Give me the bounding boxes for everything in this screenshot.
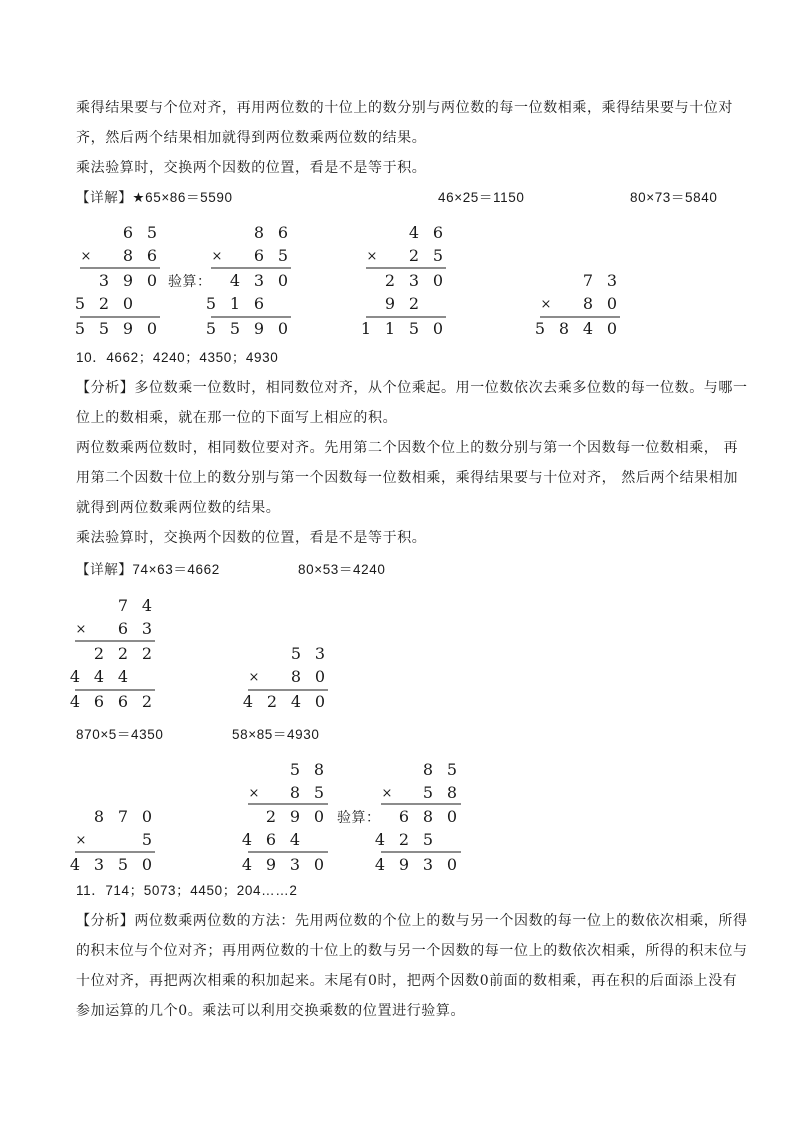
digit: 0 <box>277 271 289 290</box>
digit: 9 <box>122 271 134 290</box>
vertical-calculation <box>361 223 446 338</box>
digit: 5 <box>205 294 217 313</box>
equation-line: 46×25＝1150 <box>438 190 525 205</box>
multiply-sign: × <box>80 249 92 264</box>
digit: 0 <box>122 294 134 313</box>
digit: 8 <box>422 807 434 826</box>
digit: 6 <box>398 807 410 826</box>
digit: 0 <box>432 271 444 290</box>
paragraph-line: 十位对齐，再把两次相乘的积加起来。末尾有0时，把两个因数0前面的数相乘，再在积的后面添上没有 <box>76 973 738 989</box>
paragraph-line: 【分析】两位数乘两位数的方法：先用两位数的个位上的数与另一个因数的每一位上的数依次相乘，所得 <box>76 913 748 929</box>
digit: 3 <box>93 855 105 874</box>
digit: 6 <box>432 223 444 242</box>
equation-line: 80×53＝4240 <box>298 562 386 577</box>
digit: 0 <box>277 319 289 338</box>
digit: 1 <box>384 319 396 338</box>
digit: 5 <box>408 319 420 338</box>
digit: 0 <box>606 319 618 338</box>
digit: 4 <box>374 830 386 849</box>
equation-line: 【详解】74×63＝4662 <box>76 562 220 577</box>
multiply-sign: × <box>248 670 260 685</box>
paragraph-line: 位上的数相乘，就在那一位的下面写上相应的积。 <box>76 410 398 426</box>
equation-line: 58×85＝4930 <box>232 727 320 742</box>
digit: 9 <box>253 319 265 338</box>
multiply-sign: × <box>248 786 260 801</box>
paragraph-line: 两位数乘两位数时，相同数位要对齐。先用第二个因数个位上的数分别与第一个因数每一位数相乘， 再 <box>76 440 739 456</box>
digit: 9 <box>122 319 134 338</box>
digit: 5 <box>146 223 158 242</box>
equation-line: 870×5＝4350 <box>76 727 164 742</box>
digit: 0 <box>313 807 325 826</box>
digit: 8 <box>289 783 301 802</box>
digit: 4 <box>374 855 386 874</box>
digit: 0 <box>606 294 618 313</box>
digit: 2 <box>141 692 153 711</box>
digit: 4 <box>229 271 241 290</box>
digit: 4 <box>117 667 129 686</box>
paragraph-line: 的积末位与个位对齐；再用两位数的十位上的数与另一个因数的每一位上的数依次相乘，所得的积末位与 <box>76 943 748 959</box>
digit: 4 <box>289 830 301 849</box>
digit: 5 <box>205 319 217 338</box>
equation-line: 80×73＝5840 <box>630 190 718 205</box>
digit: 6 <box>117 619 129 638</box>
digit: 3 <box>289 855 301 874</box>
digit: 5 <box>141 830 153 849</box>
digit: 5 <box>534 319 546 338</box>
digit: 5 <box>74 294 86 313</box>
digit: 2 <box>408 246 420 265</box>
multiply-sign: × <box>366 249 378 264</box>
paragraph-line: 乘得结果要与个位对齐，再用两位数的十位上的数分别与两位数的每一位数相乘，乘得结果要与十位对 <box>76 100 733 116</box>
digit: 0 <box>146 319 158 338</box>
digit: 6 <box>146 246 158 265</box>
digit: 1 <box>229 294 241 313</box>
multiply-sign: × <box>75 833 87 848</box>
digit: 8 <box>422 760 434 779</box>
digit: 6 <box>265 830 277 849</box>
digit: 4 <box>69 692 81 711</box>
digit: 5 <box>98 319 110 338</box>
digit: 5 <box>422 830 434 849</box>
digit: 2 <box>98 294 110 313</box>
digit: 2 <box>117 644 129 663</box>
digit: 5 <box>289 760 301 779</box>
digit: 9 <box>384 294 396 313</box>
digit: 0 <box>141 855 153 874</box>
digit: 3 <box>422 855 434 874</box>
digit: 8 <box>313 760 325 779</box>
digit: 0 <box>313 855 325 874</box>
digit: 6 <box>122 223 134 242</box>
vertical-calculation <box>535 271 620 338</box>
digit: 2 <box>266 692 278 711</box>
answer-heading: 11．714；5073；4450；204……2 <box>76 883 298 898</box>
digit: 3 <box>141 619 153 638</box>
digit: 6 <box>277 223 289 242</box>
digit: 0 <box>146 271 158 290</box>
digit: 5 <box>117 855 129 874</box>
digit: 7 <box>117 807 129 826</box>
digit: 5 <box>277 246 289 265</box>
digit: 5 <box>290 644 302 663</box>
vertical-calculation <box>168 223 291 338</box>
digit: 2 <box>265 807 277 826</box>
digit: 6 <box>117 692 129 711</box>
digit: 9 <box>265 855 277 874</box>
digit: 9 <box>289 807 301 826</box>
digit: 4 <box>290 692 302 711</box>
vertical-calculation <box>70 596 155 711</box>
paragraph-line: 参加运算的几个0。乘法可以利用交换乘数的位置进行验算。 <box>76 1003 466 1019</box>
digit: 8 <box>253 223 265 242</box>
digit: 5 <box>313 783 325 802</box>
digit: 2 <box>408 294 420 313</box>
digit: 5 <box>422 783 434 802</box>
digit: 8 <box>446 783 458 802</box>
vertical-calculation <box>243 644 328 711</box>
multiply-sign: × <box>211 249 223 264</box>
digit: 6 <box>93 692 105 711</box>
digit: 0 <box>314 667 326 686</box>
digit: 5 <box>432 246 444 265</box>
digit: 0 <box>446 855 458 874</box>
digit: 8 <box>93 807 105 826</box>
multiply-sign: × <box>381 786 393 801</box>
vertical-calculation <box>70 807 155 874</box>
paragraph-line: 就得到两位数乘两位数的结果。 <box>76 500 281 516</box>
digit: 6 <box>253 294 265 313</box>
digit: 3 <box>98 271 110 290</box>
digit: 4 <box>69 667 81 686</box>
digit: 4 <box>241 855 253 874</box>
digit: 7 <box>117 596 129 615</box>
digit: 3 <box>408 271 420 290</box>
check-label: 验算： <box>337 810 381 826</box>
digit: 0 <box>314 692 326 711</box>
digit: 8 <box>290 667 302 686</box>
vertical-calculation <box>242 760 381 874</box>
digit: 5 <box>446 760 458 779</box>
digit: 2 <box>141 644 153 663</box>
digit: 4 <box>408 223 420 242</box>
digit: 0 <box>141 807 153 826</box>
check-label: 验算： <box>168 274 212 290</box>
paragraph-line: 乘法验算时，交换两个因数的位置，看是不是等于积。 <box>76 530 427 546</box>
digit: 8 <box>558 319 570 338</box>
digit: 4 <box>241 830 253 849</box>
vertical-calculation <box>75 223 160 338</box>
multiply-sign: × <box>540 297 552 312</box>
digit: 8 <box>122 246 134 265</box>
digit: 2 <box>384 271 396 290</box>
equation-line: 【详解】★65×86＝5590 <box>76 190 233 205</box>
digit: 0 <box>432 319 444 338</box>
digit: 0 <box>446 807 458 826</box>
digit: 3 <box>253 271 265 290</box>
paragraph-line: 用第二个因数十位上的数分别与第一个因数每一位数相乘，乘得结果要与十位对齐， 然后两个结果相加 <box>76 470 739 486</box>
digit: 7 <box>582 271 594 290</box>
digit: 5 <box>229 319 241 338</box>
digit: 3 <box>314 644 326 663</box>
digit: 6 <box>253 246 265 265</box>
digit: 4 <box>141 596 153 615</box>
digit: 4 <box>69 855 81 874</box>
digit: 2 <box>398 830 410 849</box>
digit: 4 <box>93 667 105 686</box>
digit: 3 <box>606 271 618 290</box>
multiply-sign: × <box>75 622 87 637</box>
digit: 5 <box>74 319 86 338</box>
paragraph-line: 【分析】多位数乘一位数时，相同数位对齐，从个位乘起。用一位数依次去乘多位数的每一位数。与哪一 <box>76 380 748 396</box>
digit: 1 <box>360 319 372 338</box>
digit: 9 <box>398 855 410 874</box>
digit: 8 <box>582 294 594 313</box>
digit: 2 <box>93 644 105 663</box>
vertical-calculation <box>375 760 461 874</box>
answer-heading: 10．4662；4240；4350；4930 <box>76 350 279 365</box>
paragraph-line: 齐，然后两个结果相加就得到两位数乘两位数的结果。 <box>76 130 427 146</box>
paragraph-line: 乘法验算时，交换两个因数的位置，看是不是等于积。 <box>76 160 427 176</box>
digit: 4 <box>242 692 254 711</box>
digit: 4 <box>582 319 594 338</box>
